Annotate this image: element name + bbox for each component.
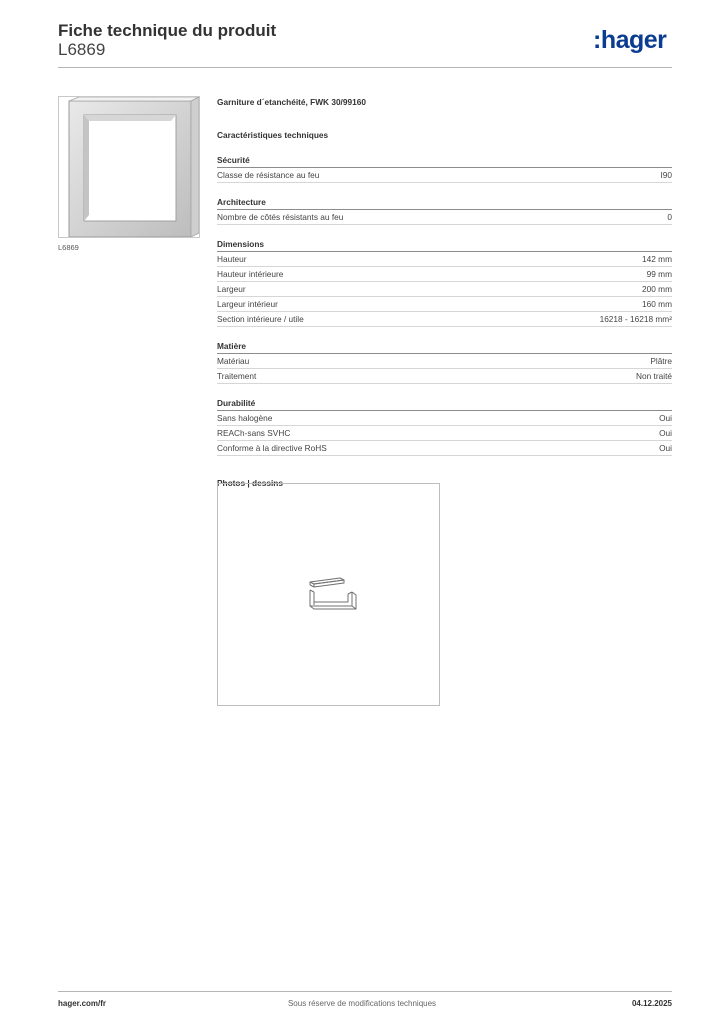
page-title: Fiche technique du produit [58, 21, 277, 40]
spec-row [217, 267, 672, 282]
spec-value: 0 [667, 212, 672, 222]
product-name: Garniture d´etanchéité, FWK 30/99160 [217, 97, 366, 107]
spec-row [217, 168, 672, 183]
spec-row [217, 354, 672, 369]
specs-title: Caractéristiques techniques [217, 130, 329, 140]
spec-label: Sans halogène [217, 413, 273, 423]
spec-value: 99 mm [646, 269, 672, 279]
spec-row [217, 210, 672, 225]
spec-row [217, 411, 672, 426]
spec-label: Matériau [217, 356, 250, 366]
section-heading: Dimensions [217, 238, 672, 252]
spec-value: Oui [659, 413, 672, 423]
footer-notice: Sous réserve de modifications techniques [287, 999, 437, 1008]
product-photo [58, 96, 200, 238]
product-code: L6869 [58, 40, 106, 59]
spec-value: 16218 - 16218 mm² [599, 314, 672, 324]
spec-label: Section intérieure / utile [217, 314, 304, 324]
section-securite [217, 154, 672, 183]
spec-label: Hauteur intérieure [217, 269, 284, 279]
spec-label: Largeur [217, 284, 246, 294]
spec-row [217, 369, 672, 384]
gasket-drawing-icon [218, 484, 439, 705]
section-matiere [217, 340, 672, 384]
spec-label: Largeur intérieur [217, 299, 278, 309]
photo-caption: L6869 [58, 243, 79, 252]
header-divider [58, 67, 672, 68]
photos-title: Photos | dessins [217, 478, 283, 488]
footer-date: 04.12.2025 [631, 999, 672, 1008]
footer-divider [58, 991, 672, 992]
section-architecture [217, 196, 672, 225]
spec-value: 142 mm [642, 254, 672, 264]
spec-label: Classe de résistance au feu [217, 170, 320, 180]
spec-row [217, 297, 672, 312]
spec-label: REACh-sans SVHC [217, 428, 291, 438]
spec-value: Oui [659, 428, 672, 438]
spec-label: Conforme à la directive RoHS [217, 443, 327, 453]
spec-row [217, 282, 672, 297]
rectangular-frame-photo-icon [59, 97, 199, 237]
section-heading: Architecture [217, 196, 672, 210]
spec-value: 160 mm [642, 299, 672, 309]
section-heading: Matière [217, 340, 672, 354]
drawing-box [217, 483, 440, 706]
spec-value: Non traité [636, 371, 672, 381]
section-heading: Sécurité [217, 154, 672, 168]
spec-row [217, 252, 672, 267]
spec-value: Oui [659, 443, 672, 453]
spec-row [217, 441, 672, 456]
section-heading: Durabilité [217, 397, 672, 411]
spec-label: Traitement [217, 371, 257, 381]
spec-value: Plâtre [650, 356, 672, 366]
footer-website-link[interactable]: hager.com/fr [58, 999, 107, 1008]
spec-value: 200 mm [642, 284, 672, 294]
technical-content [217, 96, 672, 489]
spec-row [217, 426, 672, 441]
spec-label: Nombre de côtés résistants au feu [217, 212, 344, 222]
hager-logo: :hager [593, 26, 667, 54]
section-dimensions [217, 238, 672, 327]
spec-label: Hauteur [217, 254, 247, 264]
spec-value: I90 [660, 170, 672, 180]
spec-row [217, 312, 672, 327]
section-durabilite [217, 397, 672, 456]
